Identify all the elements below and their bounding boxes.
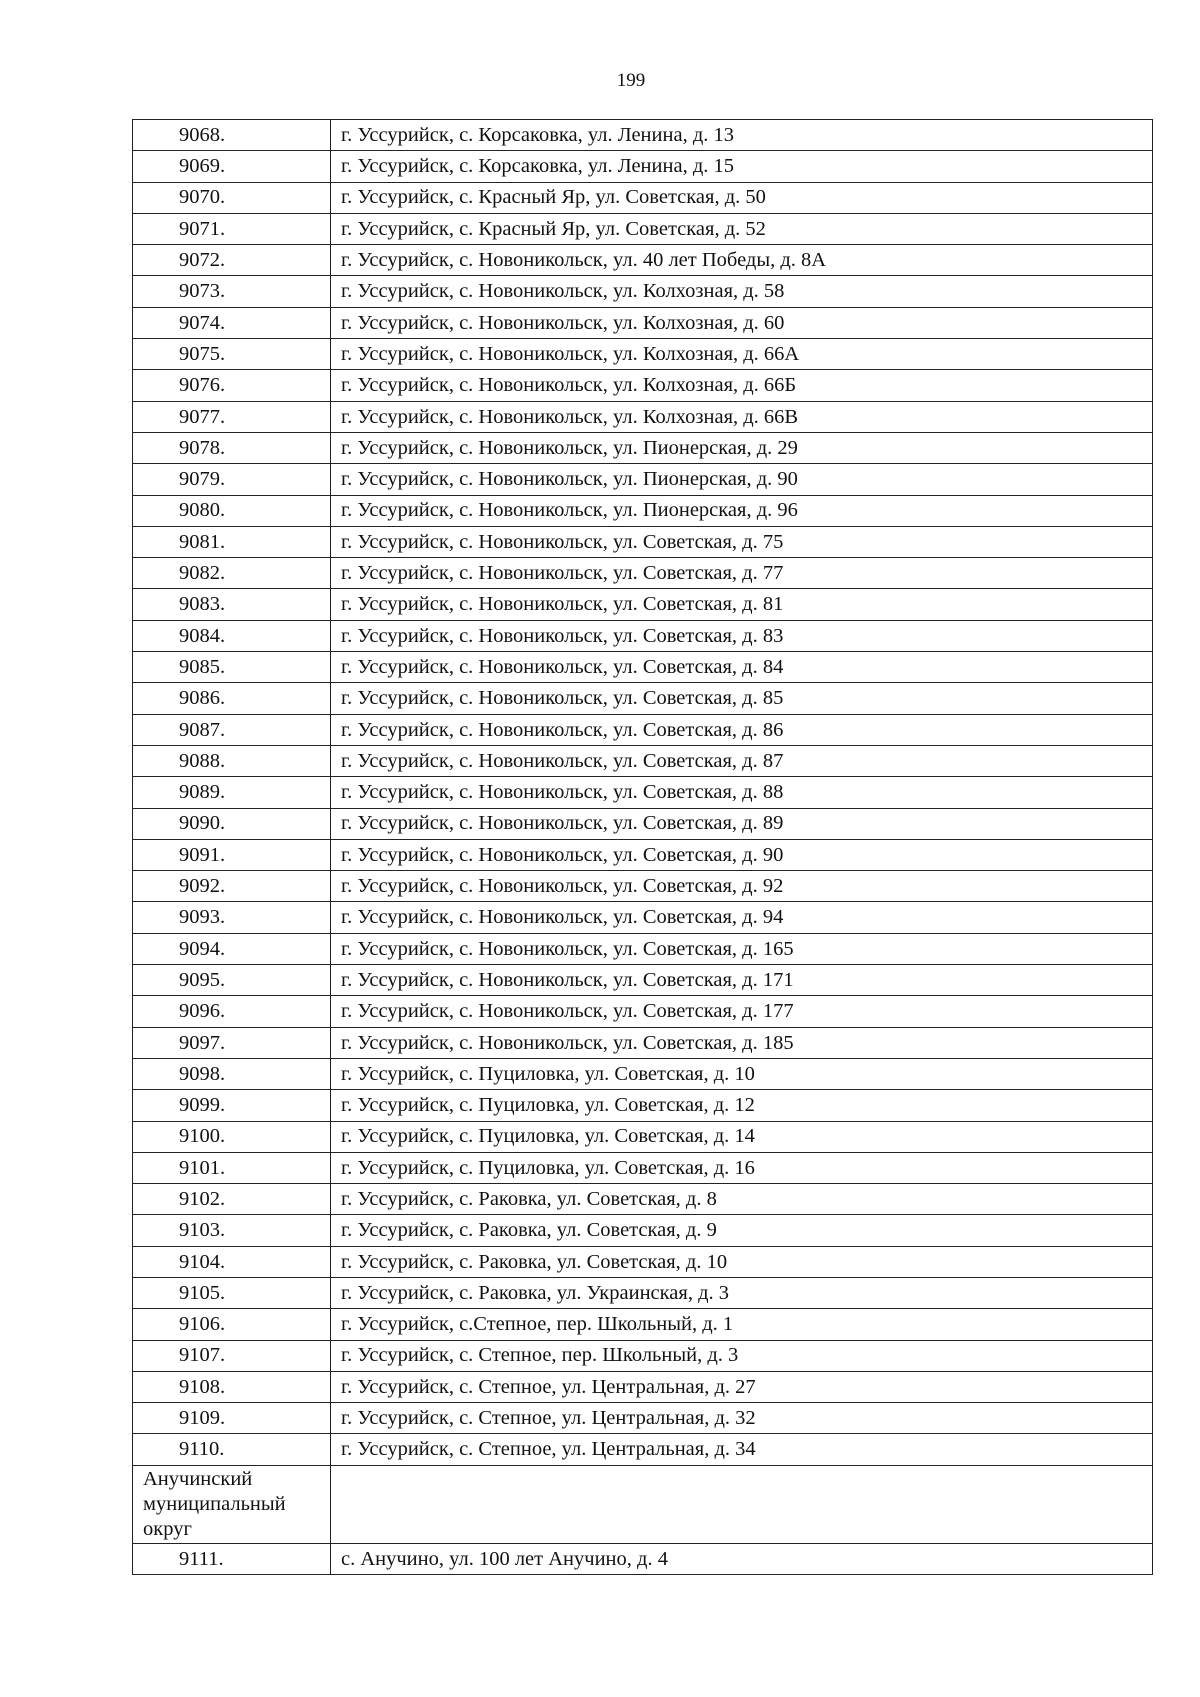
- table-row: [133, 213, 1153, 244]
- row-number: 9102.: [133, 1184, 331, 1215]
- row-number: 9090.: [133, 808, 331, 839]
- table-row: [133, 339, 1153, 370]
- row-address: г. Уссурийск, с. Новоникольск, ул. Советская, д. 88: [331, 777, 1153, 808]
- row-number: 9093.: [133, 902, 331, 933]
- table-row: [133, 1027, 1153, 1058]
- table-row: [133, 1371, 1153, 1402]
- table-row: [133, 432, 1153, 463]
- row-address: г. Уссурийск, с. Новоникольск, ул. Пионерская, д. 96: [331, 495, 1153, 526]
- row-number: 9108.: [133, 1371, 331, 1402]
- row-number: 9100.: [133, 1121, 331, 1152]
- table-row: [133, 1215, 1153, 1246]
- section-row: [133, 1465, 1153, 1543]
- table-row: [133, 120, 1153, 151]
- table-row: [133, 714, 1153, 745]
- row-number: 9103.: [133, 1215, 331, 1246]
- table-row: [133, 401, 1153, 432]
- table-row: [133, 839, 1153, 870]
- row-number: 9096.: [133, 996, 331, 1027]
- row-address: г. Уссурийск, с. Степное, ул. Центральная, д. 32: [331, 1403, 1153, 1434]
- table-row: [133, 1058, 1153, 1089]
- table-row: [133, 996, 1153, 1027]
- table-row: [133, 652, 1153, 683]
- table-row: [133, 589, 1153, 620]
- table-row: [133, 245, 1153, 276]
- row-number: 9083.: [133, 589, 331, 620]
- row-number: 9071.: [133, 213, 331, 244]
- row-number: 9082.: [133, 558, 331, 589]
- row-number: 9105.: [133, 1277, 331, 1308]
- table-row: [133, 1152, 1153, 1183]
- row-address: г. Уссурийск, с. Корсаковка, ул. Ленина, д. 15: [331, 151, 1153, 182]
- table-row: [133, 777, 1153, 808]
- row-number: 9099.: [133, 1090, 331, 1121]
- address-table-body: [133, 120, 1153, 1575]
- table-row: [133, 1434, 1153, 1465]
- row-address: г. Уссурийск, с. Новоникольск, ул. Советская, д. 94: [331, 902, 1153, 933]
- row-number: 9097.: [133, 1027, 331, 1058]
- row-number: 9079.: [133, 464, 331, 495]
- row-address: г. Уссурийск, с. Новоникольск, ул. Советская, д. 165: [331, 933, 1153, 964]
- row-number: 9073.: [133, 276, 331, 307]
- row-number: 9078.: [133, 432, 331, 463]
- row-address: г. Уссурийск, с. Новоникольск, ул. Советская, д. 92: [331, 871, 1153, 902]
- table-row: [133, 1090, 1153, 1121]
- table-row: [133, 1543, 1153, 1574]
- row-address: г. Уссурийск, с. Новоникольск, ул. Советская, д. 171: [331, 965, 1153, 996]
- row-number: 9074.: [133, 307, 331, 338]
- row-address: г. Уссурийск, с. Раковка, ул. Советская, д. 10: [331, 1246, 1153, 1277]
- row-number: 9077.: [133, 401, 331, 432]
- row-number: 9104.: [133, 1246, 331, 1277]
- row-number: 9069.: [133, 151, 331, 182]
- table-row: [133, 464, 1153, 495]
- row-number: 9092.: [133, 871, 331, 902]
- row-address: г. Уссурийск, с. Новоникольск, ул. Советская, д. 89: [331, 808, 1153, 839]
- row-address: г. Уссурийск, с. Раковка, ул. Советская, д. 9: [331, 1215, 1153, 1246]
- row-address: г. Уссурийск, с. Новоникольск, ул. Советская, д. 83: [331, 620, 1153, 651]
- row-address: г. Уссурийск, с. Пуциловка, ул. Советская, д. 10: [331, 1058, 1153, 1089]
- row-address: г. Уссурийск, с. Степное, ул. Центральная, д. 34: [331, 1434, 1153, 1465]
- table-row: [133, 1184, 1153, 1215]
- table-row: [133, 307, 1153, 338]
- row-number: 9075.: [133, 339, 331, 370]
- row-address: г. Уссурийск, с. Новоникольск, ул. Пионерская, д. 90: [331, 464, 1153, 495]
- table-row: [133, 182, 1153, 213]
- row-address: г. Уссурийск, с. Новоникольск, ул. Советская, д. 87: [331, 745, 1153, 776]
- row-address: г. Уссурийск, с. Красный Яр, ул. Советская, д. 50: [331, 182, 1153, 213]
- row-number: 9070.: [133, 182, 331, 213]
- table-row: [133, 276, 1153, 307]
- row-address: г. Уссурийск, с. Пуциловка, ул. Советская, д. 14: [331, 1121, 1153, 1152]
- row-address: г. Уссурийск, с. Красный Яр, ул. Советская, д. 52: [331, 213, 1153, 244]
- table-row: [133, 933, 1153, 964]
- row-number: 9095.: [133, 965, 331, 996]
- table-row: [133, 871, 1153, 902]
- table-row: [133, 808, 1153, 839]
- row-number: 9084.: [133, 620, 331, 651]
- section-label: Анучинский муниципальный округ: [133, 1465, 331, 1543]
- row-number: 9111.: [133, 1543, 331, 1574]
- table-row: [133, 620, 1153, 651]
- row-address: г. Уссурийск, с. Новоникольск, ул. Пионерская, д. 29: [331, 432, 1153, 463]
- row-address: г. Уссурийск, с. Новоникольск, ул. Колхозная, д. 66Б: [331, 370, 1153, 401]
- row-address: с. Анучино, ул. 100 лет Анучино, д. 4: [331, 1543, 1153, 1574]
- table-row: [133, 965, 1153, 996]
- row-address: г. Уссурийск, с. Новоникольск, ул. Советская, д. 177: [331, 996, 1153, 1027]
- row-number: 9086.: [133, 683, 331, 714]
- row-address: г. Уссурийск, с. Новоникольск, ул. Колхозная, д. 66В: [331, 401, 1153, 432]
- row-address: г. Уссурийск, с. Новоникольск, ул. Колхозная, д. 58: [331, 276, 1153, 307]
- row-number: 9072.: [133, 245, 331, 276]
- row-number: 9101.: [133, 1152, 331, 1183]
- page-number: 199: [616, 70, 646, 91]
- row-number: 9107.: [133, 1340, 331, 1371]
- row-number: 9088.: [133, 745, 331, 776]
- row-address: г. Уссурийск, с. Новоникольск, ул. Советская, д. 77: [331, 558, 1153, 589]
- row-number: 9098.: [133, 1058, 331, 1089]
- row-address: г. Уссурийск, с. Степное, пер. Школьный, д. 3: [331, 1340, 1153, 1371]
- table-row: [133, 558, 1153, 589]
- table-row: [133, 902, 1153, 933]
- address-table: [132, 119, 1153, 1575]
- table-row: [133, 495, 1153, 526]
- table-row: [133, 151, 1153, 182]
- row-address: г. Уссурийск, с. Новоникольск, ул. Советская, д. 90: [331, 839, 1153, 870]
- section-empty-cell: [331, 1465, 1153, 1543]
- row-address: г. Уссурийск, с. Новоникольск, ул. Советская, д. 84: [331, 652, 1153, 683]
- row-address: г. Уссурийск, с. Новоникольск, ул. Советская, д. 75: [331, 526, 1153, 557]
- table-row: [133, 683, 1153, 714]
- table-row: [133, 526, 1153, 557]
- row-address: г. Уссурийск, с. Новоникольск, ул. Советская, д. 185: [331, 1027, 1153, 1058]
- row-number: 9080.: [133, 495, 331, 526]
- row-address: г. Уссурийск, с. Новоникольск, ул. Советская, д. 86: [331, 714, 1153, 745]
- table-row: [133, 1121, 1153, 1152]
- row-number: 9091.: [133, 839, 331, 870]
- row-address: г. Уссурийск, с. Раковка, ул. Советская, д. 8: [331, 1184, 1153, 1215]
- row-number: 9087.: [133, 714, 331, 745]
- table-row: [133, 1403, 1153, 1434]
- row-address: г. Уссурийск, с. Пуциловка, ул. Советская, д. 12: [331, 1090, 1153, 1121]
- row-number: 9068.: [133, 120, 331, 151]
- row-number: 9076.: [133, 370, 331, 401]
- row-number: 9106.: [133, 1309, 331, 1340]
- row-number: 9109.: [133, 1403, 331, 1434]
- row-address: г. Уссурийск, с. Корсаковка, ул. Ленина, д. 13: [331, 120, 1153, 151]
- row-number: 9089.: [133, 777, 331, 808]
- row-address: г. Уссурийск, с. Новоникольск, ул. Колхозная, д. 66А: [331, 339, 1153, 370]
- table-row: [133, 1246, 1153, 1277]
- table-row: [133, 370, 1153, 401]
- row-address: г. Уссурийск, с. Степное, ул. Центральная, д. 27: [331, 1371, 1153, 1402]
- row-number: 9085.: [133, 652, 331, 683]
- row-number: 9094.: [133, 933, 331, 964]
- table-row: [133, 1340, 1153, 1371]
- row-address: г. Уссурийск, с.Степное, пер. Школьный, д. 1: [331, 1309, 1153, 1340]
- row-address: г. Уссурийск, с. Новоникольск, ул. Колхозная, д. 60: [331, 307, 1153, 338]
- row-address: г. Уссурийск, с. Новоникольск, ул. 40 лет Победы, д. 8А: [331, 245, 1153, 276]
- row-number: 9110.: [133, 1434, 331, 1465]
- table-row: [133, 1309, 1153, 1340]
- row-address: г. Уссурийск, с. Пуциловка, ул. Советская, д. 16: [331, 1152, 1153, 1183]
- row-address: г. Уссурийск, с. Новоникольск, ул. Советская, д. 85: [331, 683, 1153, 714]
- row-address: г. Уссурийск, с. Раковка, ул. Украинская, д. 3: [331, 1277, 1153, 1308]
- row-address: г. Уссурийск, с. Новоникольск, ул. Советская, д. 81: [331, 589, 1153, 620]
- table-row: [133, 1277, 1153, 1308]
- table-row: [133, 745, 1153, 776]
- row-number: 9081.: [133, 526, 331, 557]
